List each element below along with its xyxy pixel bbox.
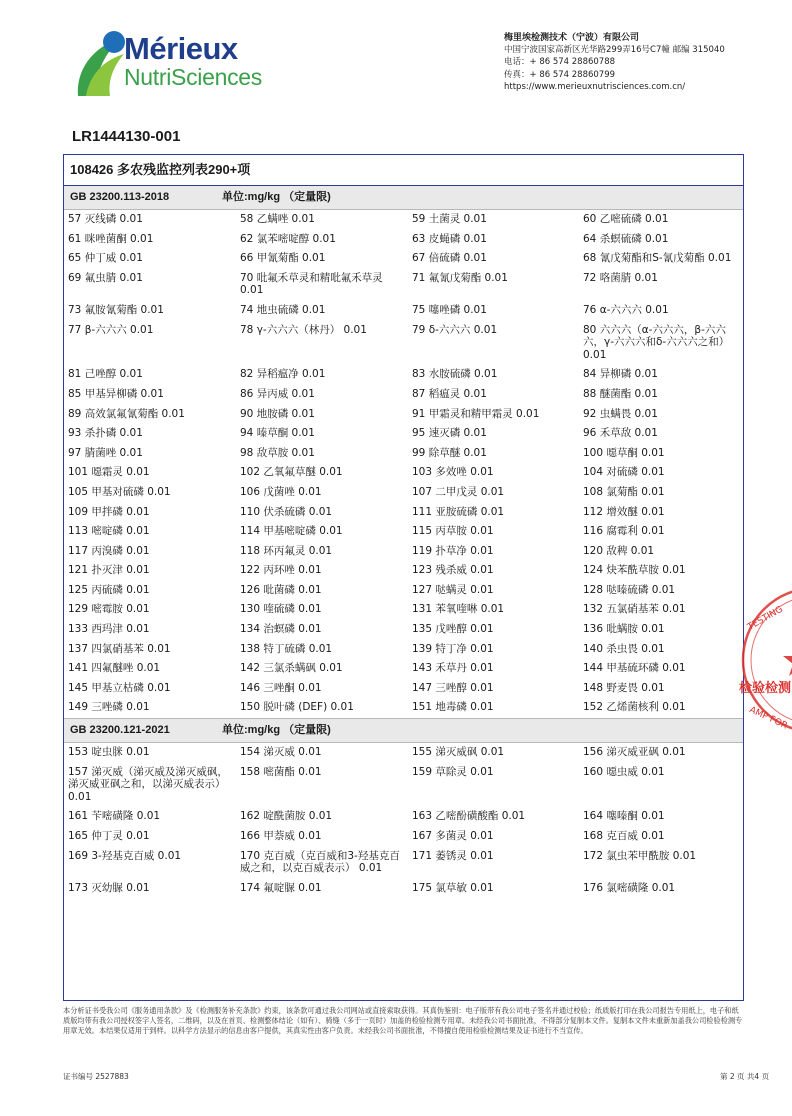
analyte-cell: 133 西玛津 0.01 [68, 623, 150, 636]
table-row [64, 581, 743, 601]
svg-text:TESTING: TESTING [746, 604, 785, 633]
company-info [504, 32, 725, 93]
analyte-cell: 101 噁霜灵 0.01 [68, 466, 150, 479]
analyte-cell: 85 甲基异柳磷 0.01 [68, 387, 164, 400]
analyte-cell: 137 四氯硝基苯 0.01 [68, 642, 171, 655]
analyte-cell: 120 敌稗 0.01 [583, 544, 655, 557]
analyte-cell: 88 醚菌酯 0.01 [583, 387, 658, 400]
table-row [64, 249, 743, 269]
analyte-cell: 119 扑草净 0.01 [412, 544, 494, 557]
analyte-cell: 148 野麦畏 0.01 [583, 681, 665, 694]
analyte-cell: 109 甲拌磷 0.01 [68, 505, 150, 518]
analyte-cell: 86 异丙威 0.01 [240, 387, 315, 400]
company-name: 梅里埃检测技术（宁波）有限公司 [504, 33, 640, 43]
analyte-cell: 108 氯菊酯 0.01 [583, 485, 665, 498]
analyte-cell: 172 氯虫苯甲酰胺 0.01 [583, 849, 697, 862]
table-row [64, 542, 743, 562]
analyte-cell: 77 β-六六六 0.01 [68, 323, 154, 336]
table-row [64, 659, 743, 679]
analyte-cell: 72 咯菌腈 0.01 [583, 271, 658, 284]
company-website[interactable]: https://www.merieuxnutrisciences.com.cn/ [504, 81, 686, 92]
analyte-cell: 82 异稻瘟净 0.01 [240, 368, 326, 381]
analyte-cell: 105 甲基对硫磷 0.01 [68, 485, 171, 498]
analyte-cell: 156 涕灭威亚砜 0.01 [583, 746, 686, 759]
analyte-cell: 164 噻嗪酮 0.01 [583, 810, 665, 823]
report-number: LR1444130-001 [72, 128, 181, 145]
analyte-cell: 153 啶虫脒 0.01 [68, 746, 150, 759]
analyte-cell: 93 杀扑磷 0.01 [68, 427, 143, 440]
table-row [64, 827, 743, 847]
analyte-cell: 106 戊菌唑 0.01 [240, 485, 322, 498]
table-title: 108426 多农残监控列表290+项 [64, 155, 743, 186]
table-row [64, 405, 743, 425]
table-row [64, 620, 743, 640]
analyte-cell: 91 甲霜灵和精甲霜灵 0.01 [412, 407, 540, 420]
analyte-cell: 129 嘧霉胺 0.01 [68, 603, 150, 616]
analyte-cell: 81 己唑醇 0.01 [68, 368, 143, 381]
table-row [64, 463, 743, 483]
table-row [64, 561, 743, 581]
analyte-cell: 58 乙螨唑 0.01 [240, 213, 315, 225]
analyte-cell: 64 杀螟硫磷 0.01 [583, 232, 669, 245]
analyte-cell: 144 甲基硫环磷 0.01 [583, 662, 686, 675]
analyte-cell: 125 丙硫磷 0.01 [68, 583, 150, 596]
analyte-cell: 135 戊唑醇 0.01 [412, 623, 494, 636]
analyte-cell: 151 地毒磷 0.01 [412, 701, 494, 714]
analyte-cell: 175 氯草敏 0.01 [412, 881, 494, 894]
analyte-cell: 103 多效唑 0.01 [412, 466, 494, 479]
footer-terms: 本分析证书受我公司《服务通用条款》及《检测服务补充条款》约束，该条款可通过我公司网站或直接索取获得。其真伪鉴别：电子版带有我公司电子签名并通过校验；纸质版打印在我公司报告专用纸上，电子和纸质版均带有我公司授权签字人签名，二维码，以及在首页、检测整体结论（如有）、骑缝（多于一页时）加盖的检验检测专用章。未经我公司书面批准，不得部分复制本文件。复制本文件未重新加盖我公司检验检测专用章无效。本结果仅适用于到样。以科学方法显示的信息由客户提供，其真实性由客户负责。未经我公司书面批准，不得擅自使用检验检测结果及证书进行不当宣传。 [63, 1006, 743, 1035]
analyte-cell: 67 倍硫磷 0.01 [412, 252, 487, 265]
analyte-cell: 80 六六六（α-六六六，β-六六六，γ-六六六和δ-六六六之和） 0.01 [583, 323, 730, 361]
analyte-cell: 157 涕灭威（涕灭威及涕灭威砜，涕灭威亚砜之和，以涕灭威表示） 0.01 [68, 765, 228, 803]
analyte-cell: 92 虫螨畏 0.01 [583, 407, 658, 420]
analyte-cell: 99 除草醚 0.01 [412, 446, 487, 459]
table-row [64, 301, 743, 321]
analyte-cell: 163 乙嘧酚磺酸酯 0.01 [412, 810, 526, 823]
table-row [64, 743, 743, 763]
certificate-number: 证书编号 2527883 [63, 1072, 129, 1081]
analyte-cell: 176 氯嘧磺隆 0.01 [583, 881, 676, 894]
table-row [64, 879, 743, 899]
analyte-cell: 83 水胺硫磷 0.01 [412, 368, 498, 381]
table-row [64, 600, 743, 620]
analyte-cell: 170 克百威（克百威和3-羟基克百威之和，以克百威表示） 0.01 [240, 849, 400, 875]
brand-subname: NutriSciences [124, 64, 262, 90]
table-row [64, 847, 743, 879]
analyte-cell: 131 苯氧喹啉 0.01 [412, 603, 505, 616]
analyte-cell: 134 治螟磷 0.01 [240, 623, 322, 636]
table-row [64, 321, 743, 366]
analyte-cell: 141 四氟醚唑 0.01 [68, 662, 161, 675]
svg-text:AMP FOR: AMP FOR [747, 705, 789, 732]
analyte-cell: 104 对硫磷 0.01 [583, 466, 665, 479]
analyte-cell: 143 禾草丹 0.01 [412, 662, 494, 675]
analyte-cell: 113 嘧啶磷 0.01 [68, 525, 150, 538]
analyte-cell: 57 灭线磷 0.01 [68, 213, 143, 225]
table-row [64, 522, 743, 542]
analyte-cell: 100 噁草酮 0.01 [583, 446, 665, 459]
table-row [64, 763, 743, 808]
company-phone: 电话：+ 86 574 28860788 [504, 57, 616, 68]
analyte-cell: 165 仲丁灵 0.01 [68, 830, 150, 842]
analyte-cell: 130 喹硫磷 0.01 [240, 603, 322, 616]
table-row [64, 640, 743, 660]
analyte-cell: 115 丙草胺 0.01 [412, 525, 494, 538]
analyte-cell: 152 乙烯菌核利 0.01 [583, 701, 686, 714]
analyte-cell: 65 仲丁威 0.01 [68, 252, 143, 265]
section-unit: 单位:mg/kg （定量限) [222, 724, 331, 737]
page-number: 第 2 页 共4 页 [720, 1072, 770, 1081]
analyte-cell: 150 脱叶磷 (DEF) 0.01 [240, 701, 354, 714]
analyte-cell: 116 腐霉利 0.01 [583, 525, 665, 538]
analyte-cell: 160 噁虫威 0.01 [583, 765, 665, 778]
analyte-cell: 171 萎锈灵 0.01 [412, 849, 494, 862]
table-row [64, 503, 743, 523]
analyte-cell: 168 克百威 0.01 [583, 830, 665, 842]
analyte-cell: 173 灭幼脲 0.01 [68, 881, 150, 894]
section-standard: GB 23200.113-2018 [70, 191, 170, 203]
analyte-cell: 76 α-六六六 0.01 [583, 303, 669, 316]
table-row [64, 230, 743, 250]
analyte-cell: 94 嗪草酮 0.01 [240, 427, 315, 440]
analyte-cell: 121 扑灭津 0.01 [68, 564, 150, 577]
brand-name: Mérieux [124, 31, 238, 66]
analyte-cell: 84 异柳磷 0.01 [583, 368, 658, 381]
analyte-cell: 70 吡氟禾草灵和精吡氟禾草灵 0.01 [240, 271, 383, 297]
analyte-cell: 159 草除灵 0.01 [412, 765, 494, 778]
analyte-cell: 66 甲氰菊酯 0.01 [240, 252, 326, 265]
analyte-cell: 87 稻瘟灵 0.01 [412, 387, 487, 400]
analyte-cell: 75 噻唑磷 0.01 [412, 303, 487, 316]
analyte-cell: 112 增效醚 0.01 [583, 505, 665, 518]
analyte-cell: 102 乙氧氟草醚 0.01 [240, 466, 343, 479]
analyte-cell: 73 氟胺氰菊酯 0.01 [68, 303, 164, 316]
analyte-cell: 89 高效氯氟氰菊酯 0.01 [68, 407, 185, 420]
analyte-cell: 60 乙嘧硫磷 0.01 [583, 213, 669, 225]
analyte-cell: 154 涕灭威 0.01 [240, 746, 322, 759]
analyte-cell: 62 氯苯嘧啶醇 0.01 [240, 232, 336, 245]
section-unit: 单位:mg/kg （定量限) [222, 191, 331, 203]
analyte-cell: 118 环丙氟灵 0.01 [240, 544, 333, 557]
section-standard: GB 23200.121-2021 [70, 724, 170, 737]
analyte-cell: 146 三唑酮 0.01 [240, 681, 322, 694]
table-row [64, 483, 743, 503]
table-row [64, 807, 743, 827]
analyte-cell: 69 氟虫腈 0.01 [68, 271, 143, 284]
company-address: 中国宁波国家高新区光华路299弄16号C7幢 邮编 315040 [504, 45, 725, 56]
analyte-cell: 142 三氯杀螨砜 0.01 [240, 662, 343, 675]
section-table [64, 210, 743, 718]
section-header [64, 718, 743, 743]
results-table-frame [63, 154, 744, 1001]
official-seal-icon [737, 580, 792, 740]
analyte-cell: 145 甲基立枯磷 0.01 [68, 681, 171, 694]
analyte-cell: 61 咪唑菌酮 0.01 [68, 232, 154, 245]
analyte-cell: 136 吡螨胺 0.01 [583, 623, 665, 636]
table-row [64, 424, 743, 444]
analyte-cell: 149 三唑磷 0.01 [68, 701, 150, 714]
analyte-cell: 107 二甲戊灵 0.01 [412, 485, 505, 498]
table-row [64, 210, 743, 230]
analyte-cell: 147 三唑醇 0.01 [412, 681, 494, 694]
analyte-cell: 138 特丁硫磷 0.01 [240, 642, 333, 655]
analyte-cell: 167 多菌灵 0.01 [412, 830, 494, 842]
table-row [64, 679, 743, 699]
analyte-cell: 68 氰戊菊酯和S-氰戊菊酯 0.01 [583, 252, 732, 265]
analyte-cell: 114 甲基嘧啶磷 0.01 [240, 525, 343, 538]
analyte-cell: 110 伏杀硫磷 0.01 [240, 505, 333, 518]
analyte-cell: 166 甲萘威 0.01 [240, 830, 322, 842]
table-row [64, 698, 743, 718]
analyte-cell: 132 五氯硝基苯 0.01 [583, 603, 686, 616]
analyte-cell: 63 皮蝇磷 0.01 [412, 232, 487, 245]
analyte-cell: 126 吡菌磷 0.01 [240, 583, 322, 596]
analyte-cell: 59 土菌灵 0.01 [412, 213, 487, 225]
analyte-cell: 78 γ-六六六（林丹） 0.01 [240, 323, 367, 336]
analyte-cell: 161 苄嘧磺隆 0.01 [68, 810, 161, 823]
analyte-cell: 117 丙溴磷 0.01 [68, 544, 150, 557]
analyte-cell: 79 δ-六六六 0.01 [412, 323, 498, 336]
analyte-cell: 162 啶酰菌胺 0.01 [240, 810, 333, 823]
section-table [64, 743, 743, 898]
svg-text:检验检测: 检验检测 [739, 681, 792, 696]
analyte-cell: 74 地虫硫磷 0.01 [240, 303, 326, 316]
analyte-cell: 140 杀虫畏 0.01 [583, 642, 665, 655]
analyte-cell: 98 敌草胺 0.01 [240, 446, 315, 459]
analyte-cell: 111 亚胺硫磷 0.01 [412, 505, 505, 518]
analyte-cell: 97 腈菌唑 0.01 [68, 446, 143, 459]
analyte-cell: 95 速灭磷 0.01 [412, 427, 487, 440]
section-header [64, 186, 743, 210]
analyte-cell: 96 禾草敌 0.01 [583, 427, 658, 440]
company-fax: 传真：+ 86 574 28860799 [504, 69, 616, 80]
analyte-cell: 90 地胺磷 0.01 [240, 407, 315, 420]
table-row [64, 269, 743, 301]
analyte-cell: 127 哒螨灵 0.01 [412, 583, 494, 596]
analyte-cell: 155 涕灭威砜 0.01 [412, 746, 505, 759]
analyte-cell: 123 残杀威 0.01 [412, 564, 494, 577]
analyte-cell: 124 炔苯酰草胺 0.01 [583, 564, 686, 577]
analyte-cell: 71 氟氰戊菊酯 0.01 [412, 271, 508, 284]
analyte-cell: 128 哒嗪硫磷 0.01 [583, 583, 676, 596]
analyte-cell: 139 特丁净 0.01 [412, 642, 494, 655]
analyte-cell: 169 3-羟基克百威 0.01 [68, 849, 182, 862]
analyte-cell: 174 氟啶脲 0.01 [240, 881, 322, 894]
table-row [64, 365, 743, 385]
table-row [64, 444, 743, 464]
analyte-cell: 158 嘧菌酯 0.01 [240, 765, 322, 778]
analyte-cell: 122 丙环唑 0.01 [240, 564, 322, 577]
table-row [64, 385, 743, 405]
